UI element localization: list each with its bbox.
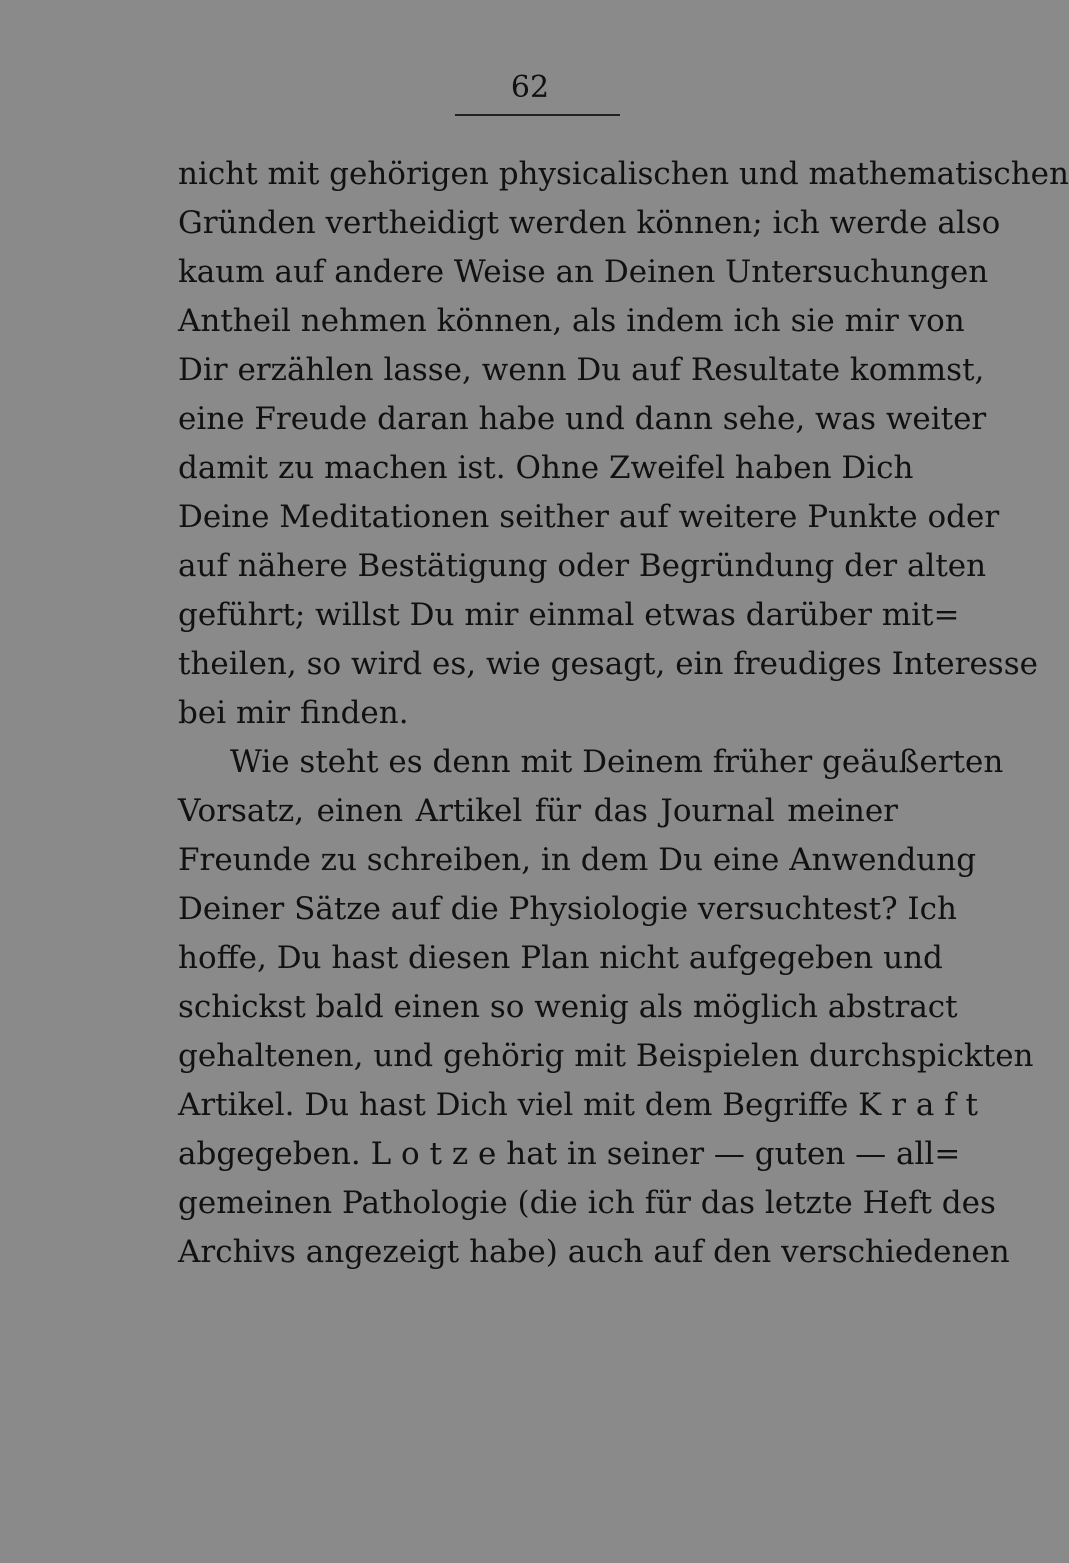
text-line: eine Freude daran habe und dann sehe, was weiter: [178, 401, 987, 437]
text-line: hoffe, Du hast diesen Plan nicht aufgegeben und: [178, 940, 943, 976]
text-line: damit zu machen ist. Ohne Zweifel haben Dich: [178, 450, 914, 486]
text-line: Gründen vertheidigt werden können; ich werde also: [178, 205, 1001, 241]
header-rule: [455, 114, 620, 116]
text-line: bei mir finden.: [178, 695, 409, 731]
text-line: Freunde zu schreiben, in dem Du eine Anwendung: [178, 842, 977, 878]
text-line: Dir erzählen lasse, wenn Du auf Resultate kommst,: [178, 352, 985, 388]
text-line: abgegeben. L o t z e hat in seiner — guten — all=: [178, 1136, 961, 1172]
text-line: kaum auf andere Weise an Deinen Untersuchungen: [178, 254, 989, 290]
body-text: [178, 150, 1069, 1277]
text-line: gehaltenen, und gehörig mit Beispielen durchspickten: [178, 1038, 1034, 1074]
text-line: Deine Meditationen seither auf weitere Punkte oder: [178, 499, 1000, 535]
text-line: Archivs angezeigt habe) auch auf den verschiedenen: [178, 1234, 1010, 1270]
text-line: Wie steht es denn mit Deinem früher geäußerten: [230, 744, 1004, 780]
page-number: 62: [510, 70, 550, 105]
text-line: Artikel. Du hast Dich viel mit dem Begriffe K r a f t: [178, 1087, 978, 1123]
text-line: schickst bald einen so wenig als möglich abstract: [178, 989, 958, 1025]
text-line: nicht mit gehörigen physicalischen und mathematischen: [178, 156, 1069, 192]
text-line: Deiner Sätze auf die Physiologie versuchtest? Ich: [178, 891, 957, 927]
text-line: gemeinen Pathologie (die ich für das letzte Heft des: [178, 1185, 996, 1221]
text-line: auf nähere Bestätigung oder Begründung der alten: [178, 548, 987, 584]
text-line: Antheil nehmen können, als indem ich sie mir von: [178, 303, 965, 339]
text-line: Vorsatz, einen Artikel für das Journal meiner: [178, 793, 898, 829]
text-line: geführt; willst Du mir einmal etwas darüber mit=: [178, 597, 960, 633]
text-line: theilen, so wird es, wie gesagt, ein freudiges Interesse: [178, 646, 1038, 682]
